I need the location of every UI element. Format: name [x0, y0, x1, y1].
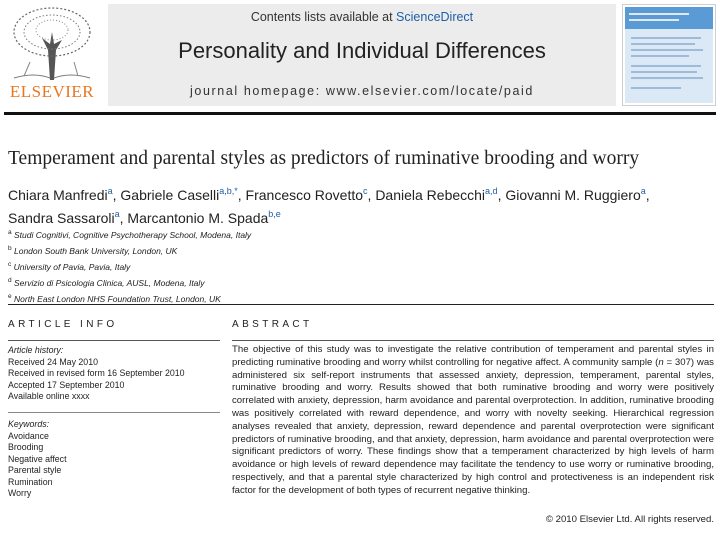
keyword-item: Parental style — [8, 465, 62, 475]
author[interactable]: Chiara Manfredi$^a$, — [8, 186, 121, 203]
journal-banner — [108, 4, 616, 106]
keywords-rule — [8, 412, 220, 413]
contents-line — [108, 10, 616, 24]
keyword-item: Rumination — [8, 476, 53, 487]
article-info-rule — [8, 340, 220, 341]
affiliation-item: $^b$ London South Bank University, London, UK — [8, 245, 178, 256]
keyword-list — [8, 419, 220, 500]
journal-cover-thumbnail — [622, 4, 716, 106]
affiliation-item: $^c$ University of Pavia, Pavia, Italy — [8, 261, 131, 272]
abstract-body: The objective of this study was to investigate the relative contribution of temperament and parental styles in predicting ruminative brooding and worry whilst controlling for negative affect. A community sample (n = 307) was administered six self-report instruments that assessed anxiety, depression, temperament, parental styles, ruminative brooding and worry. Results showed that both ruminative brooding and worry were positively correlated with anxiety, depression, harm avoidance and parental overprotection. In addition, ruminative brooding was positively correlated with reward dependence, and worry with novelty seeking. Hierarchical regression analyses revealed that anxiety, depression, reward dependence and parental overprotection were significant predictors of ruminative brooding, and that anxiety, depression, harm avoidance and parental overprotection were significant predictors of worry. These findings show that a temperament characterized by high levels of harm avoidance or high levels of reward dependence may facilitate the tendency to use worry or ruminative brooding, respectively, and that a parental style characterized by high control and protectiveness is an independent risk factor for the development of both types of recurrent negative thinking. — [232, 344, 714, 496]
author-list — [8, 182, 714, 228]
section-divider — [8, 304, 714, 305]
cover-caption-band — [625, 7, 713, 29]
affiliation-item: $^d$ Servizio di Psicologia Clinica, AUSL, Modena, Italy — [8, 277, 205, 288]
article-info-heading: ARTICLE INFO — [8, 319, 118, 330]
header-divider — [4, 112, 716, 115]
journal-header — [0, 0, 720, 112]
article-history — [8, 345, 220, 403]
keyword-item: Avoidance — [8, 430, 49, 441]
keyword-item: Worry — [8, 488, 32, 498]
abstract-rule — [232, 340, 714, 341]
author[interactable]: Daniela Rebecchi$^{a,d}$, — [375, 186, 506, 203]
history-item: Available online xxxx — [8, 391, 90, 401]
elsevier-wordmark: ELSEVIER — [9, 82, 95, 101]
affiliation-item: $^e$ North East London NHS Foundation Trust, London, UK — [8, 293, 221, 304]
article-title: Temperament and parental styles as predictors of ruminative brooding and worry — [8, 148, 640, 169]
author[interactable]: Francesco Rovetto$^c$, — [245, 186, 376, 203]
sciencedirect-link[interactable]: ScienceDirect — [396, 10, 474, 24]
history-item: Received 24 May 2010 — [8, 356, 98, 367]
affiliation-item: $^a$ Studi Cognitivi, Cognitive Psychotherapy School, Modena, Italy — [8, 229, 252, 240]
copyright-notice: © 2010 Elsevier Ltd. All rights reserved. — [545, 514, 714, 525]
affiliation-list — [8, 226, 608, 306]
keywords-label: Keywords: — [8, 419, 50, 429]
contents-prefix: Contents lists available at — [250, 10, 397, 24]
journal-title: Personality and Individual Differences — [178, 38, 546, 63]
history-item: Accepted 17 September 2010 — [8, 379, 125, 390]
history-label: Article history: — [8, 345, 64, 355]
history-item: Received in revised form 16 September 2010 — [8, 368, 185, 378]
keyword-item: Brooding — [8, 442, 44, 452]
author[interactable]: Giovanni M. Ruggiero$^a$, — [505, 186, 650, 203]
keyword-item: Negative affect — [8, 453, 67, 464]
author[interactable]: Marcantonio M. Spada$^{b,e}$ — [127, 209, 281, 226]
author[interactable]: Sandra Sassaroli$^a$, — [8, 209, 128, 226]
author[interactable]: Gabriele Caselli$^{a,b,*}$, — [120, 186, 246, 203]
cover-body — [625, 29, 713, 103]
abstract-heading: ABSTRACT — [232, 319, 313, 330]
journal-homepage[interactable]: journal homepage: www.elsevier.com/locate/paid — [190, 84, 534, 98]
